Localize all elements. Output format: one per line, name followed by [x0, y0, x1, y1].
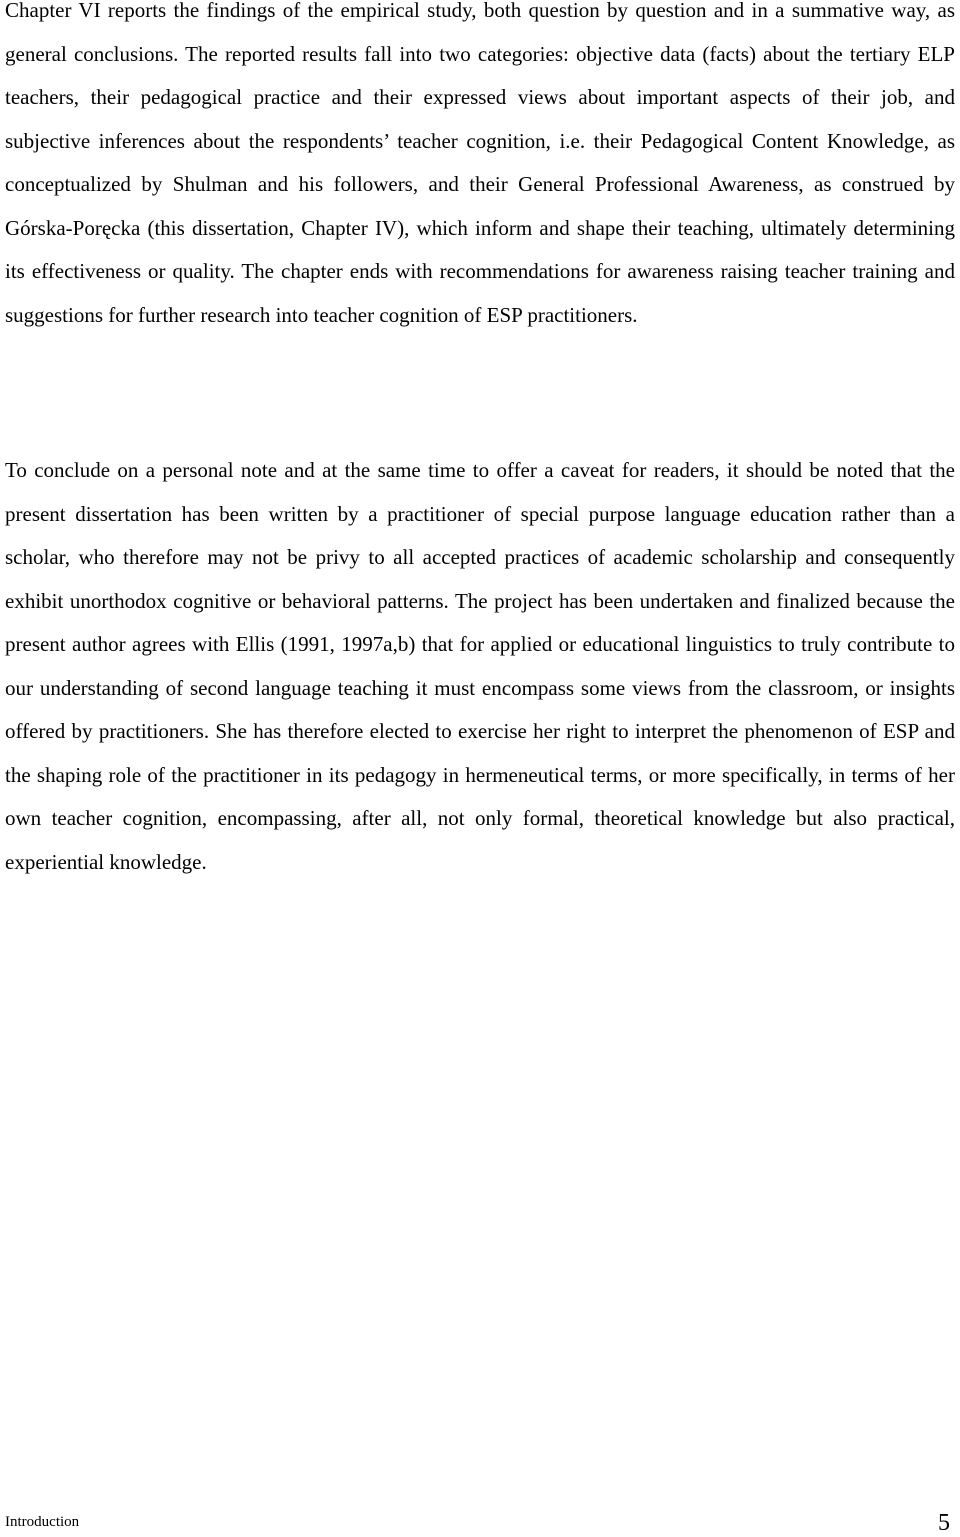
paragraph-chapter-vi-summary: Chapter VI reports the findings of the empirical study, both question by question and in a summative way, as general conclusions. The reported results fall into two categories: objective data (facts) about the tertiary ELP teachers, their pedagogical practice and their expressed views about important aspects of their job, and subjective inferences about the respondents’ teacher cognition, i.e. their Pedagogical Content Knowledge, as conceptualized by Shulman and his followers, and their General Professional Awareness, as construed by Górska-Poręcka (this dissertation, Chapter IV), which inform and shape their teaching, ultimately determining its effectiveness or quality. The chapter ends with recommendations for awareness raising teacher training and suggestions for further research into teacher cognition of ESP practitioners. [5, 0, 955, 327]
page-number: 5 [938, 1510, 950, 1536]
paragraph-personal-note: To conclude on a personal note and at the same time to offer a caveat for readers, it should be noted that the present dissertation has been written by a practitioner of special purpose language education rather than a scholar, who therefore may not be privy to all accepted practices of academic scholarship and consequently exhibit unorthodox cognitive or behavioral patterns. The project has been undertaken and finalized because the present author agrees with Ellis (1991, 1997a,b) that for applied or educational linguistics to truly contribute to our understanding of second language teaching it must encompass some views from the classroom, or insights offered by practitioners. She has therefore elected to exercise her right to interpret the phenomenon of ESP and the shaping role of the practitioner in its pedagogy in hermeneutical terms, or more specifically, in terms of her own teacher cognition, encompassing, after all, not only formal, theoretical knowledge but also practical, experiential knowledge. [5, 458, 955, 874]
footer-section-title: Introduction [5, 1514, 80, 1530]
